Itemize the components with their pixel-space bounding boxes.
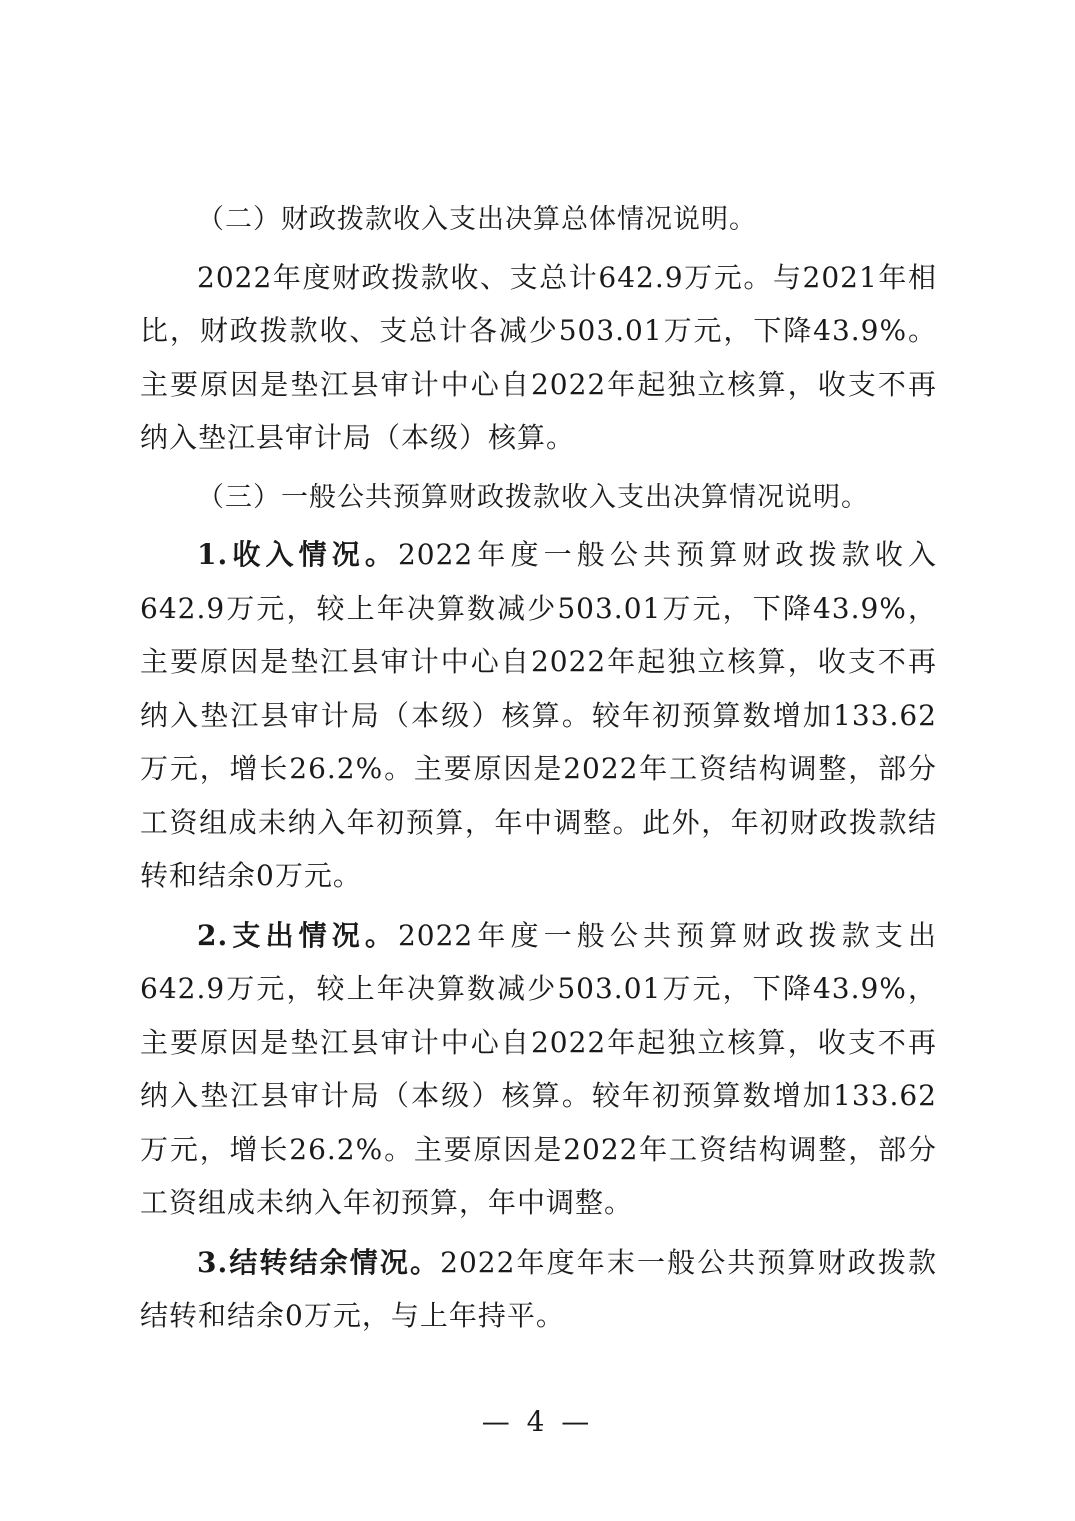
income-paragraph — [140, 528, 937, 903]
expenditure-text: 2022年度一般公共预算财政拨款支出642.9万元，较上年决算数减少503.01万元，下降43.9%，主要原因是垫江县审计中心自2022年起独立核算，收支不再纳入垫江县审计局（本级）核算。较年初预算数增加133.62万元，增长26.2%。主要原因是2022年工资结构调整，部分工资组成未纳入年初预算，年中调整。 — [140, 918, 937, 1219]
carryover-text: 2022年度年末一般公共预算财政拨款结转和结余0万元，与上年持平。 — [140, 1245, 937, 1332]
expenditure-lead: 2.支出情况。 — [197, 918, 398, 952]
income-lead: 1.收入情况。 — [197, 538, 398, 571]
section-2-paragraph: 2022年度财政拨款收、支总计642.9万元。与2021年相比，财政拨款收、支总计各减少503.01万元，下降43.9%。主要原因是垫江县审计中心自2022年起独立核算，收支不再纳入垫江县审计局（本级）核算。 — [140, 260, 937, 454]
section-2-heading: （二）财政拨款收入支出决算总体情况说明。 — [197, 204, 757, 235]
carryover-lead: 3.结转结余情况。 — [197, 1245, 441, 1279]
expenditure-paragraph — [140, 909, 937, 1230]
income-text: 2022年度一般公共预算财政拨款收入642.9万元，较上年决算数减少503.01万元，下降43.9%，主要原因是垫江县审计中心自2022年起独立核算，收支不再纳入垫江县审计局（本级）核算。较年初预算数增加133.62万元，增长26.2%。主要原因是2022年工资结构调整，部分工资组成未纳入年初预算，年中调整。此外，年初财政拨款结转和结余0万元。 — [140, 538, 937, 892]
page-number: — 4 — — [481, 1405, 594, 1438]
document-body — [140, 193, 937, 1349]
carryover-paragraph — [140, 1236, 937, 1343]
section-3-heading: （三）一般公共预算财政拨款收入支出决算情况说明。 — [197, 481, 869, 513]
